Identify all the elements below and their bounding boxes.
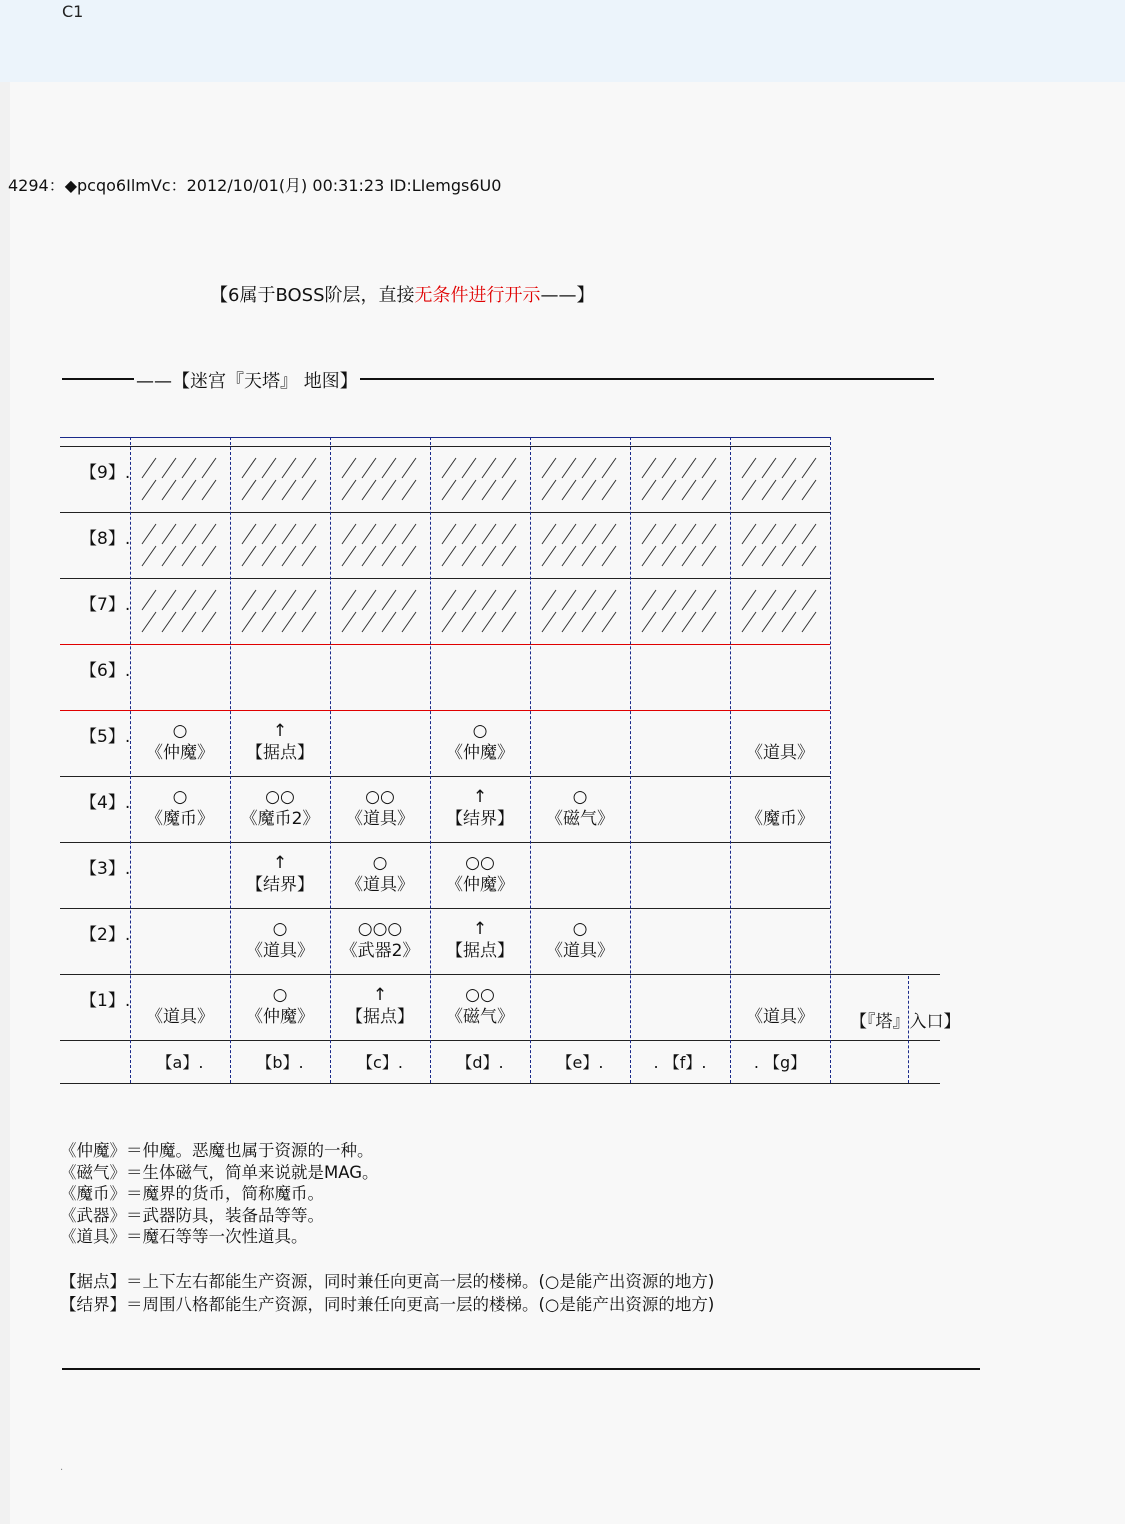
cell-marker [630, 852, 730, 874]
col-label: 【e】. [556, 1053, 604, 1072]
map-cell [630, 786, 730, 808]
cell-marker: ○○ [465, 985, 495, 1005]
grid-hline [60, 974, 940, 975]
map-cell [130, 984, 230, 1028]
map-cell [230, 852, 330, 896]
hatch-cell [630, 512, 730, 578]
cell-marker [630, 786, 730, 808]
cell-item: 《仲魔》 [446, 875, 514, 895]
col-label: . 【f】. [653, 1053, 707, 1072]
cell-marker: ○ [272, 919, 288, 939]
map-cell [630, 852, 730, 874]
hatch-cell [230, 512, 330, 578]
map-cell [230, 984, 330, 1028]
cell-marker [530, 720, 630, 742]
col-label: 【d】. [456, 1053, 504, 1072]
cell-marker: ↑ [272, 721, 288, 741]
cell-marker [130, 984, 230, 1006]
map-title: ——【迷宫『天塔』 地图】 [134, 367, 360, 393]
map-cell [330, 852, 430, 896]
cell-item: 《道具》 [346, 875, 414, 895]
hatch-cell [130, 446, 230, 512]
cell-item: 《道具》 [746, 1007, 814, 1027]
grid-hline [60, 644, 830, 645]
cell-marker: ↑ [272, 853, 288, 873]
cell-item: 《仲魔》 [446, 743, 514, 763]
hatch-cell [130, 578, 230, 644]
row-label: 【3】. [80, 859, 131, 879]
cell-marker: ○ [372, 853, 388, 873]
cell-item: 《道具》 [146, 1007, 214, 1027]
map-cell [330, 786, 430, 830]
cell-marker: ○ [572, 919, 588, 939]
cell-marker: ○ [172, 721, 188, 741]
hatch-cell [330, 446, 430, 512]
cell-item: 《道具》 [746, 743, 814, 763]
page-label: C1 [62, 2, 84, 21]
map-cell [430, 918, 530, 962]
cell-item: 《磁气》 [546, 809, 614, 829]
cell-marker [630, 720, 730, 742]
cell-item: 《道具》 [246, 941, 314, 961]
hatch-cell [230, 578, 330, 644]
map-cell [130, 786, 230, 830]
cell-marker [730, 918, 830, 940]
row-label: 【5】. [80, 727, 131, 747]
cell-marker: ↑ [372, 985, 388, 1005]
map-cell [430, 984, 530, 1028]
cell-marker [130, 852, 230, 874]
map-cell [430, 720, 530, 764]
map-cell [630, 984, 730, 1006]
col-label: 【a】. [156, 1053, 204, 1072]
hatch-cell [530, 512, 630, 578]
hatch-cell [630, 578, 730, 644]
map-cell [630, 918, 730, 940]
legend-item: 《磁气》＝生体磁气，简单来说就是MAG。 [60, 1162, 379, 1182]
top-band [0, 0, 1125, 82]
legend-item: 《仲魔》＝仲魔。恶魔也属于资源的一种。 [60, 1141, 374, 1160]
legend-item: 《武器》＝武器防具，装备品等等。 [60, 1205, 324, 1225]
map-cell [730, 786, 830, 830]
cell-item: 【据点】 [246, 743, 314, 763]
map-cell [230, 720, 330, 764]
row-label: 【9】. [80, 463, 131, 483]
tower-entrance: 【『塔』入口】 [850, 1012, 961, 1032]
cell-item: 【结界】 [446, 809, 514, 829]
grid-hline [60, 710, 830, 711]
cell-marker [730, 852, 830, 874]
notice-highlight: 无条件进行开示 [414, 285, 541, 306]
hatch-cell [230, 446, 330, 512]
grid-hline [60, 776, 830, 777]
cell-marker: ↑ [472, 919, 488, 939]
cell-marker: ○○ [365, 787, 395, 807]
cell-item: 《道具》 [346, 809, 414, 829]
map-cell [530, 984, 630, 1006]
col-label: . 【g】 [753, 1053, 807, 1072]
row-label: 【1】. [80, 991, 131, 1011]
bottom-rule [62, 1368, 980, 1370]
map-cell [130, 852, 230, 874]
hatch-cell [730, 578, 830, 644]
grid-hline [60, 1040, 940, 1041]
row-label: 【8】. [80, 529, 131, 549]
cell-marker [530, 852, 630, 874]
map-cell [130, 918, 230, 940]
cell-marker: ○○ [465, 853, 495, 873]
cell-marker [730, 720, 830, 742]
notice [210, 281, 595, 307]
row-label: 【6】. [80, 661, 131, 681]
hatch-cell [530, 578, 630, 644]
grid-hline [60, 908, 830, 909]
notice-suffix: ——】 [540, 285, 595, 306]
legend-note: 【据点】＝上下左右都能生产资源，同时兼任向更高一层的楼梯。(○是能产出资源的地方) [60, 1272, 715, 1291]
cell-marker [130, 918, 230, 940]
hatch-cell [330, 578, 430, 644]
hatch-cell [330, 512, 430, 578]
notice-prefix: 【6属于BOSS阶层，直接 [210, 285, 415, 306]
cell-item: 《魔币》 [746, 809, 814, 829]
cell-marker [330, 720, 430, 742]
cell-marker: ○ [172, 787, 188, 807]
footer-dot: . [60, 1462, 64, 1473]
map-cell [730, 984, 830, 1028]
legend-item: 《魔币》＝魔界的货币，简称魔币。 [60, 1184, 324, 1203]
cell-item: 《磁气》 [446, 1007, 514, 1027]
col-label: 【b】. [256, 1053, 304, 1072]
hatch-cell [730, 446, 830, 512]
grid-hline [60, 842, 830, 843]
legend-item: 《道具》＝魔石等等一次性道具。 [60, 1227, 308, 1246]
cell-item: 《道具》 [546, 941, 614, 961]
map-cell [430, 852, 530, 896]
map-cell [630, 720, 730, 742]
grid-top-line [60, 437, 830, 438]
cell-item: 《仲魔》 [146, 743, 214, 763]
left-margin [0, 82, 10, 1524]
map-cell [330, 918, 430, 962]
row-label: 【4】. [80, 793, 131, 813]
hatch-cell [430, 578, 530, 644]
hatch-cell [130, 512, 230, 578]
hatch-cell [630, 446, 730, 512]
map-cell [330, 720, 430, 742]
cell-marker [630, 918, 730, 940]
cell-item: 《魔币》 [146, 809, 214, 829]
hatch-cell [430, 512, 530, 578]
map-cell [730, 918, 830, 940]
cell-item: 【据点】 [446, 941, 514, 961]
cell-marker: ○○○ [357, 919, 403, 939]
col-label: 【c】. [357, 1053, 403, 1072]
hatch-cell [730, 512, 830, 578]
map-cell [530, 918, 630, 962]
cell-marker [730, 786, 830, 808]
cell-item: 【结界】 [246, 875, 314, 895]
map-cell [430, 786, 530, 830]
map-cell [730, 720, 830, 764]
cell-marker: ↑ [472, 787, 488, 807]
cell-item: 【据点】 [346, 1007, 414, 1027]
grid-vline [830, 437, 831, 1083]
cell-marker: ○ [272, 985, 288, 1005]
cell-item: 《仲魔》 [246, 1007, 314, 1027]
cell-marker [630, 984, 730, 1006]
legend-note: 【结界】＝周围八格都能生产资源，同时兼任向更高一层的楼梯。(○是能产出资源的地方) [60, 1295, 715, 1314]
cell-item: 《魔币2》 [240, 809, 320, 829]
hatch-cell [430, 446, 530, 512]
post-header: 4294：◆pcqo6IlmVc：2012/10/01(月) 00:31:23 ID:LIemgs6U0 [8, 176, 502, 195]
map-cell [230, 918, 330, 962]
row-label: 【2】. [80, 925, 131, 945]
row-label: 【7】. [80, 595, 131, 615]
cell-marker: ○ [472, 721, 488, 741]
map-cell [130, 720, 230, 764]
cell-marker [730, 984, 830, 1006]
map-cell [730, 852, 830, 874]
cell-marker: ○○ [265, 787, 295, 807]
grid-bottom-line [60, 1083, 940, 1084]
map-cell [330, 984, 430, 1028]
hatch-cell [530, 446, 630, 512]
cell-marker: ○ [572, 787, 588, 807]
map-cell [530, 786, 630, 830]
cell-marker [530, 984, 630, 1006]
map-cell [230, 786, 330, 830]
cell-item: 《武器2》 [340, 941, 420, 961]
map-cell [530, 720, 630, 742]
map-cell [530, 852, 630, 874]
